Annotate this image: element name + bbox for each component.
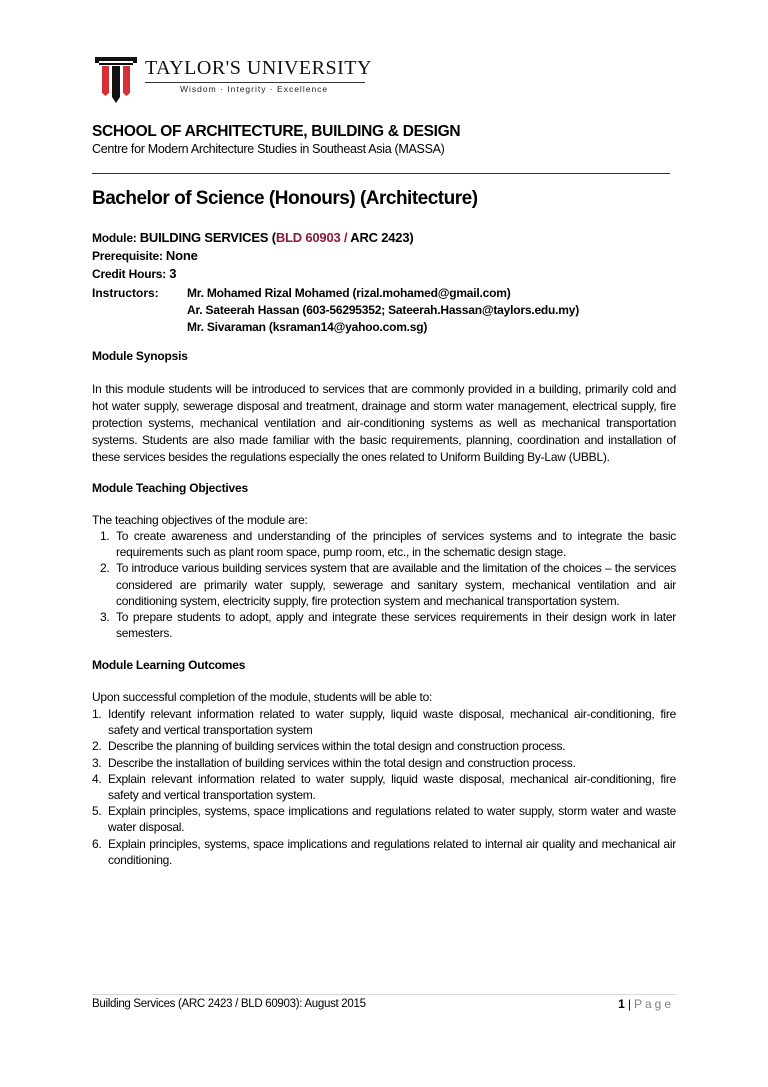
credit-hours-line xyxy=(92,266,176,281)
outcomes-heading: Module Learning Outcomes xyxy=(92,658,246,672)
credit-hours-value: 3 xyxy=(169,266,177,281)
outcome-item: 6. Explain principles, systems, space implications and regulations related to internal air quality and mechanical air conditioning. xyxy=(92,836,676,867)
outcome-item: 5. Explain principles, systems, space implications and regulations related to water supply, storm water and waste water disposal. xyxy=(92,804,676,835)
centre-subtitle: Centre for Modern Architecture Studies in Southeast Asia (MASSA) xyxy=(92,142,445,156)
module-code-secondary: ARC 2423) xyxy=(347,230,414,245)
synopsis-text: In this module students will be introduced to services that are commonly provided in a building, primarily cold and hot water supply, sewerage disposal and treatment, drainage and storm water management, electrical supply, fire protection systems, mechanical ventilation and air-conditioning systems as well as mechanical transportation systems. Students are also made familiar with the basic requirements, planning, coordination and installation of these services besides the regulations especially the ones related to Uniform Building By-Law (UBBL). xyxy=(92,382,676,464)
outcomes-intro: Upon successful completion of the module, students will be able to: xyxy=(92,690,433,704)
pillar-logo-icon xyxy=(95,57,137,103)
university-logo xyxy=(95,57,372,105)
page-label: Page xyxy=(633,997,674,1011)
module-label: Module: xyxy=(92,231,137,245)
objectives-intro: The teaching objectives of the module are: xyxy=(92,513,308,527)
page-number-value: 1 xyxy=(618,997,625,1011)
outcomes-list xyxy=(92,706,676,868)
outcome-item: 3. Describe the installation of building services within the total design and construction process. xyxy=(92,755,576,770)
page-separator: | xyxy=(627,997,631,1011)
instructor-item: Mr. Sivaraman (ksraman14@yahoo.com.sg) xyxy=(187,320,428,334)
school-title: SCHOOL OF ARCHITECTURE, BUILDING & DESIGN xyxy=(92,123,461,140)
university-name: TAYLOR'S UNIVERSITY xyxy=(145,57,372,79)
university-tagline: Wisdom · Integrity · Excellence xyxy=(180,84,329,94)
outcome-item: 2. Describe the planning of building services within the total design and construction process. xyxy=(92,739,566,754)
instructor-item: Mr. Mohamed Rizal Mohamed (rizal.mohamed@gmail.com) xyxy=(187,286,511,300)
credit-hours-label: Credit Hours: xyxy=(92,267,167,281)
objectives-list xyxy=(92,528,676,641)
objective-item: 2. To introduce various building services system that are available and the limitation of the choices – the services considered are primarily water supply, sewerage and sanitary system, mechanical ventilation and air conditioning system, electricity supply, fire protection system and mechanical transportation system. xyxy=(100,561,676,608)
objectives-heading: Module Teaching Objectives xyxy=(92,481,248,495)
logo-divider xyxy=(145,82,365,83)
outcome-item: 4. Explain relevant information related to water supply, liquid waste disposal, mechanical air-conditioning, fire safety and vertical transportation system. xyxy=(92,771,676,803)
objective-item: 3. To prepare students to adopt, apply and integrate these services requirements in their design work in later semesters. xyxy=(100,610,676,641)
module-name: BUILDING SERVICES ( xyxy=(139,230,276,245)
page-number xyxy=(618,997,674,1011)
instructors-label: Instructors: xyxy=(92,286,159,300)
footer-course-info: Building Services (ARC 2423 / BLD 60903): August 2015 xyxy=(92,998,366,1010)
prerequisite-value: None xyxy=(165,248,198,263)
synopsis-heading: Module Synopsis xyxy=(92,349,188,363)
degree-title: Bachelor of Science (Honours) (Architecture) xyxy=(92,188,478,209)
prerequisite-line xyxy=(92,248,198,263)
instructor-item: Ar. Sateerah Hassan (603-56295352; Sateerah.Hassan@taylors.edu.my) xyxy=(187,303,580,317)
module-line xyxy=(92,230,414,245)
objective-item: 1. To create awareness and understanding of the principles of services systems and to integrate the basic requirements such as plant room space, pump room, etc., in the schematic design stage. xyxy=(100,529,676,560)
footer-divider xyxy=(92,994,676,995)
header-divider xyxy=(92,173,670,174)
prerequisite-label: Prerequisite: xyxy=(92,249,163,263)
outcome-item: 1. Identify relevant information related to water supply, liquid waste disposal, mechanical air-conditioning, fire safety and vertical transportation system xyxy=(92,707,676,738)
module-code-primary: BLD 60903 / xyxy=(275,230,348,245)
